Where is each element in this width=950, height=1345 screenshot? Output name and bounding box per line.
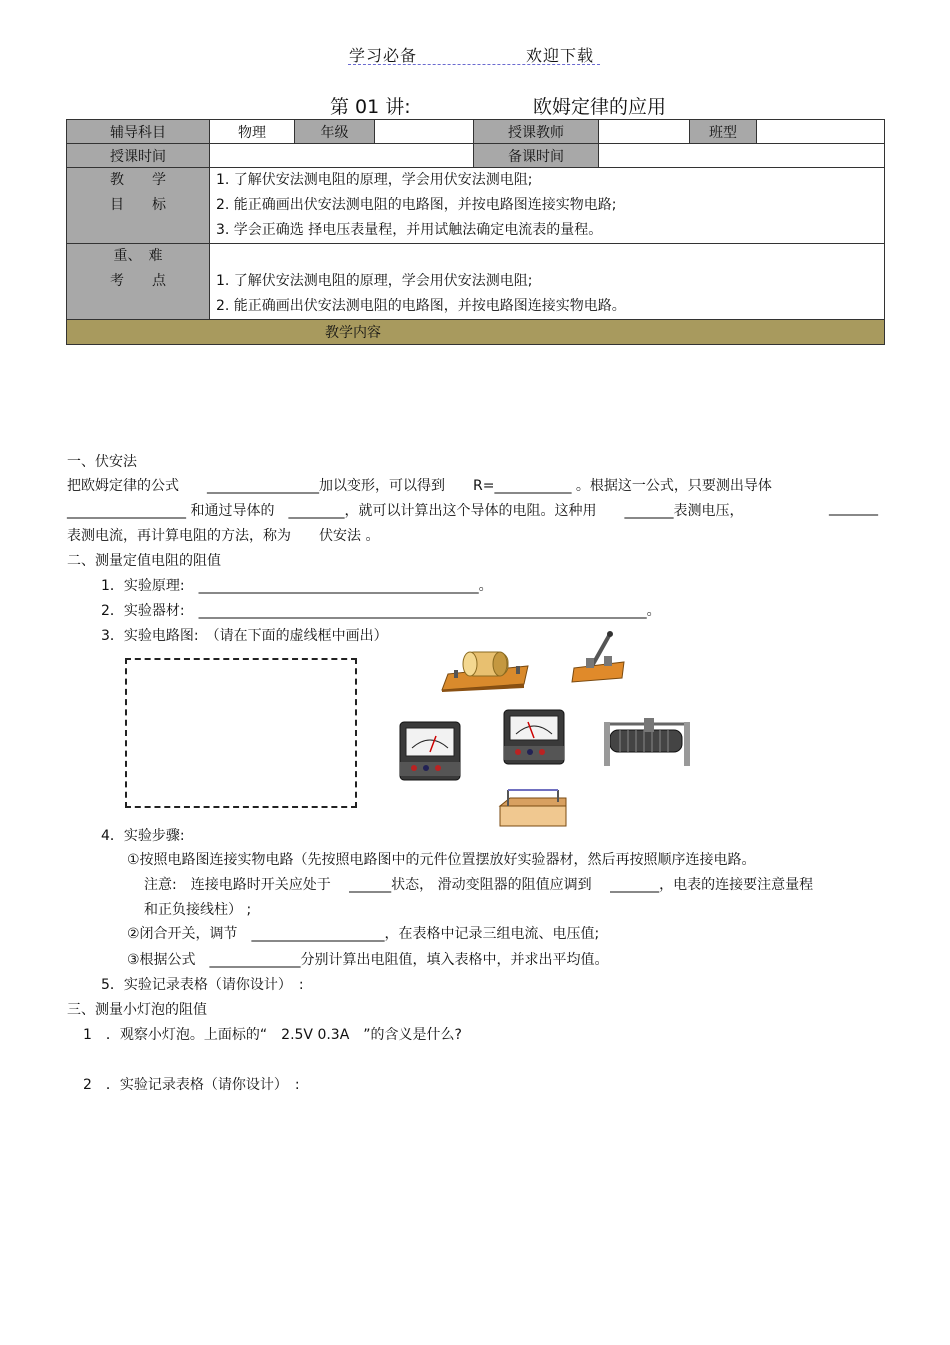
section1-line3: 表测电流，再计算电阻的方法，称为 伏安法 。 xyxy=(67,528,380,544)
ammeter-image xyxy=(500,706,568,768)
step-1: ①按照电路图连接实物电路（先按照电路图中的元件位置摆放好实验器材，然后再按照顺序连接电路。 xyxy=(127,852,756,868)
record-table-design: 5．实验记录表格（请你设计） : xyxy=(101,977,304,993)
step-3: ③根据公式 _____________分别计算出电阻值，填入表格中，并求出平均值。 xyxy=(127,952,609,968)
lesson-info-table xyxy=(66,119,885,345)
circuit-drawing-box[interactable] xyxy=(125,658,357,808)
experiment-steps: 4．实验步骤: xyxy=(101,828,185,844)
section1-heading: 一、伏安法 xyxy=(67,454,137,470)
lesson-time-label: 授课时间 xyxy=(67,144,210,168)
goals-label-line2: 目 标 xyxy=(110,197,166,213)
step-2: ②闭合开关，调节 ___________________，在表格中记录三组电流、电压值; xyxy=(127,926,600,942)
lecture-topic: 欧姆定律的应用 xyxy=(533,96,667,118)
knife-switch-image xyxy=(570,630,628,688)
content-bar xyxy=(67,320,885,345)
goal-item: 3. 学会正确选 择电压表量程，并用试触法确定电流表的量程。 xyxy=(216,222,603,238)
lecture-number: 第 01 讲: xyxy=(330,96,411,118)
key-points-content xyxy=(210,244,885,320)
key-points-label xyxy=(67,244,210,320)
key-point-item: 1. 了解伏安法测电阻的原理，学会用伏安法测电阻; xyxy=(216,273,533,289)
goal-item: 2. 能正确画出伏安法测电阻的电路图，并按电路图连接实物电路; xyxy=(216,197,617,213)
section2-heading: 二、测量定值电阻的阻值 xyxy=(67,553,221,569)
bulb-question: 1 ．观察小灯泡。上面标的“ 2.5V 0.3A ”的含义是什么? xyxy=(83,1027,462,1043)
step-1-note: 注意: 连接电路时开关应处于 ______状态， 滑动变阻器的阻值应调到 _______，电表的连接要注意量程 xyxy=(144,877,814,893)
key-points-label-line1: 重、 难 xyxy=(113,248,163,264)
prep-time-value[interactable] xyxy=(599,144,885,168)
key-point-item: 2. 能正确画出伏安法测电阻的电路图，并按电路图连接实物电路。 xyxy=(216,298,626,314)
resistor-board-image xyxy=(440,644,532,692)
header-right: 欢迎下载 xyxy=(526,46,595,65)
voltmeter-image xyxy=(396,718,464,784)
content-bar-label: 教学内容 xyxy=(325,325,381,341)
subject-value: 物理 xyxy=(210,120,295,144)
lesson-time-value[interactable] xyxy=(210,144,474,168)
subject-label: 辅导科目 xyxy=(67,120,210,144)
section3-heading: 三、测量小灯泡的阻值 xyxy=(67,1002,207,1018)
experiment-principle: 1．实验原理: ________________________________________。 xyxy=(101,578,493,594)
section1-line1: 把欧姆定律的公式 ________________加以变形，可以得到 R=___________ 。根据这一公式，只要测出导体 xyxy=(67,478,772,494)
goals-label-line1: 教 学 xyxy=(110,172,166,188)
goals-label xyxy=(67,168,210,244)
rheostat-image xyxy=(600,714,696,772)
teacher-label: 授课教师 xyxy=(474,120,599,144)
section1-line2-blank: _______ xyxy=(829,500,878,516)
section1-line2: _________________ 和通过导体的 ________，就可以计算出这个导体的电阻。这种用 _______表测电压， xyxy=(67,503,744,519)
prep-time-label: 备课时间 xyxy=(474,144,599,168)
battery-box-image xyxy=(496,784,570,830)
class-type-value[interactable] xyxy=(757,120,885,144)
goal-item: 1. 了解伏安法测电阻的原理，学会用伏安法测电阻; xyxy=(216,172,533,188)
class-type-label: 班型 xyxy=(690,120,757,144)
experiment-equipment: 2．实验器材: ________________________________________________________________。 xyxy=(101,603,661,619)
bulb-record-table: 2 ．实验记录表格（请你设计） : xyxy=(83,1077,300,1093)
experiment-circuit: 3．实验电路图: （请在下面的虚线框中画出） xyxy=(101,628,388,644)
grade-value[interactable] xyxy=(375,120,474,144)
grade-label: 年级 xyxy=(295,120,375,144)
teacher-value[interactable] xyxy=(599,120,690,144)
header-underline xyxy=(348,64,600,65)
step-1-note-cont: 和正负接线柱） ; xyxy=(144,902,252,918)
key-points-label-line2: 考 点 xyxy=(110,273,166,289)
header-left: 学习必备 xyxy=(349,46,418,65)
goals-content xyxy=(210,168,885,244)
